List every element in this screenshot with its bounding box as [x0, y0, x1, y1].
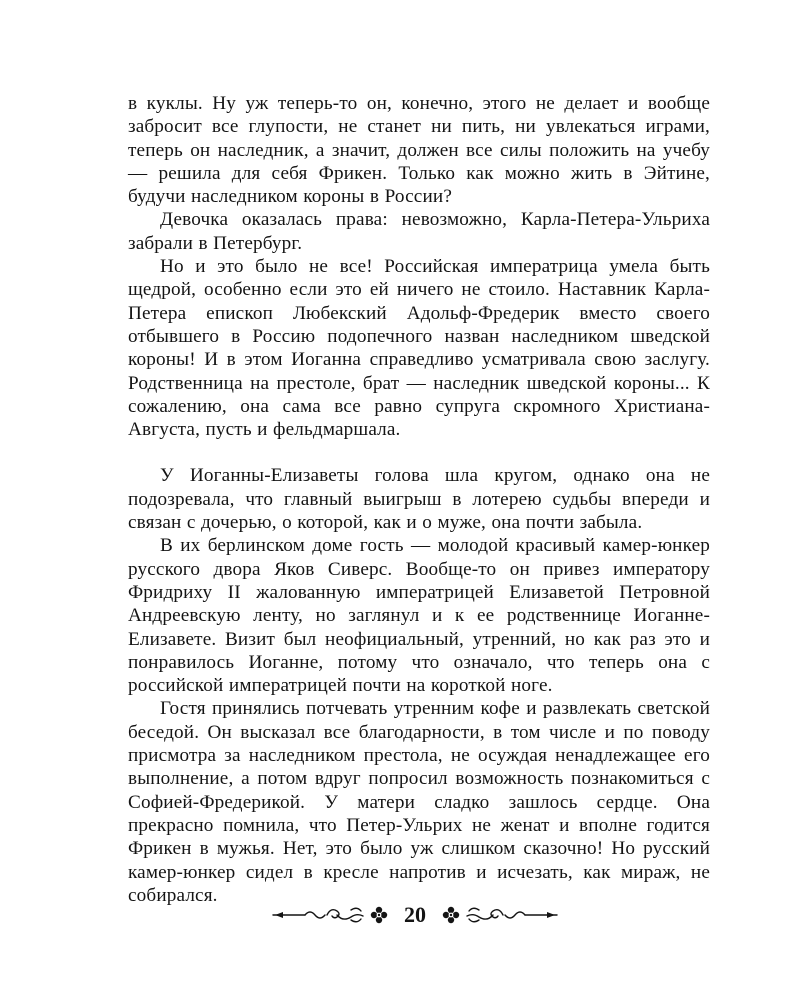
left-ornament-icon: [271, 904, 396, 926]
paragraph: Гостя принялись потчевать утренним кофе и развлекать светской беседой. Он высказал все благодарности, в том числе и по поводу присмотра за наследником престола, не осуждая ненадлежащее его выполнение, а потом вдруг попросил возможность познакомиться с Софией-Фредерикой. У матери сладко зашлось сердце. Она прекрасно помнила, что Петер-Ульрих не женат и вполне годится Фрикен в мужья. Нет, это было уж слишком сказочно! Но русский камер-юнкер сидел в кресле напротив и исчезать, как мираж, не собирался.: [128, 698, 710, 906]
page-footer: [270, 898, 560, 932]
paragraph: У Иоганны-Елизаветы голова шла кругом, однако она не подозревала, что главный выигрыш в лотерею судьбы впереди и связан с дочерью, о которой, как и о муже, она почти забыла.: [128, 465, 710, 534]
paragraph: в куклы. Ну уж теперь-то он, конечно, этого не делает и вообще забросит все глупости, не станет ни пить, ни увлекаться играми, теперь он наследник, а значит, должен все силы положить на учебу — решила для себя Фрикен. Только как можно жить в Эйтине, будучи наследником короны в России?: [128, 93, 710, 208]
paragraph: В их берлинском доме гость — молодой красивый камер-юнкер русского двора Яков Сиверс. Вообще-то он привез императору Фридриху II жалованную императрицей Елизаветой Петровной Андреевскую ленту, но заглянул и к ее родственнице Иоганне-Елизавете. Визит был неофициальный, утренний, но как раз это и понравилось Иоганне, потому что означало, что теперь она с российской императрицей почти на короткой ноге.: [128, 535, 710, 697]
paragraph: Но и это было не все! Российская императрица умела быть щедрой, особенно если это ей ничего не стоило. Наставник Карла-Петера епископ Любекский Адольф-Фредерик вместо своего отбывшего в Россию подопечного назван наследником шведской короны! И в этом Иоганна справедливо усматривала свою заслугу. Родственница на престоле, брат — наследник шведской короны... К сожалению, она сама все равно супруга скромного Христиана-Августа, пусть и фельдмаршала.: [128, 256, 710, 441]
page-number: 20: [404, 902, 426, 927]
right-ornament-icon: [434, 904, 559, 926]
paragraph: Девочка оказалась права: невозможно, Карла-Петера-Ульриха забрали в Петербург.: [128, 209, 710, 254]
section-break: [128, 441, 710, 464]
body-text: [128, 92, 710, 907]
